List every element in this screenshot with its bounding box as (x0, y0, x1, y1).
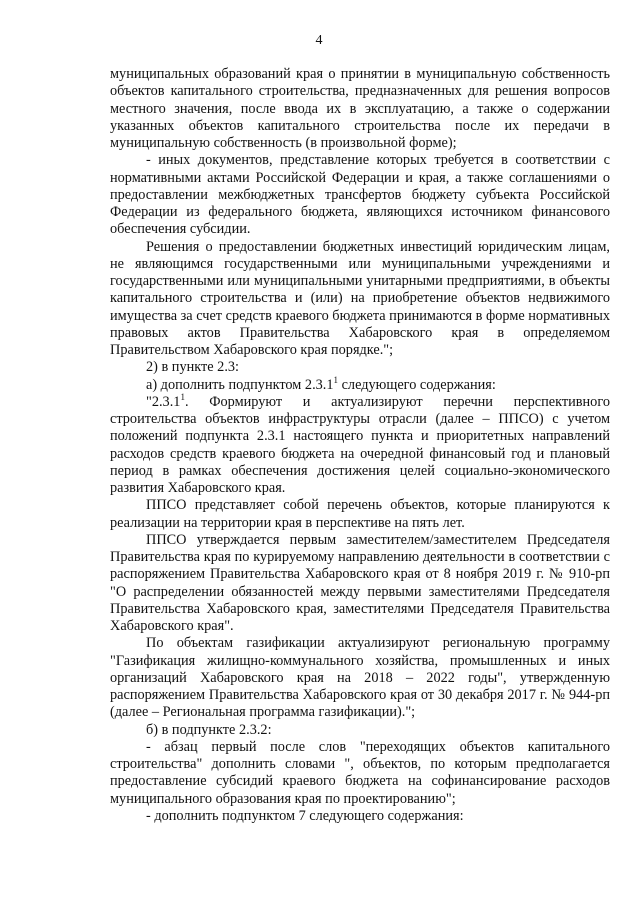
paragraph-item-b (110, 722, 610, 739)
text-run: ППСО утверждается первым заместителем/заместителем Председателя Правительства края по курируемому направлению деятельности в соответствии с распоряжением Правительства Хабаровского края от 8 ноября 2019 г. № 910-рп "О распределении обязанностей между первыми заместителями Председателя Правительства Хабаровского края, заместителями Председателя Правительства Хабаровского края". (110, 531, 610, 634)
text-run: б) в подпункте 2.3.2: (146, 721, 272, 738)
text-run: - абзац первый после слов "переходящих объектов капитального строительства" дополнить словами ", объектов, по которым предполагается предоставление субсидий краевого бюджета на софинансирование расходов муниципального образования края по проектированию"; (110, 738, 610, 807)
text-run: - иных документов, представление которых требуется в соответствии с нормативными актами Российской Федерации и края, а также соглашениями о предоставлении межбюджетных трансфертов бюджету субъекта Российской Федерации из федерального бюджета, являющихся источником финансового обеспечения субсидии. (110, 152, 610, 238)
superscript: 1 (180, 391, 185, 402)
paragraph-decisions (110, 239, 610, 360)
text-run: "2.3.1 (146, 393, 181, 410)
paragraph-cont (110, 66, 610, 152)
paragraph-ppso-approve (110, 532, 610, 636)
text-run: следующего содержания: (338, 376, 496, 393)
document-body (110, 66, 610, 825)
paragraph-gas (110, 635, 610, 721)
paragraph-add-7 (110, 808, 610, 825)
text-run: - дополнить подпунктом 7 следующего содержания: (146, 807, 464, 824)
paragraph-item-a (110, 374, 610, 394)
paragraph-other-docs (110, 152, 610, 238)
superscript: 1 (333, 374, 339, 385)
paragraph-ppso-list (110, 497, 610, 532)
page-number: 4 (315, 33, 323, 48)
text-run: . Формируют и актуализируют перечни перспективного строительства объектов инфраструктуры отрасли (далее – ППСО) с учетом положений подпункта 2.3.1 настоящего пункта и приоритетных направлений расходов средств краевого бюджета на очередной финансовый год и плановый период в рамках обеспечения достижения целей социально-экономического развития Хабаровского края. (110, 393, 610, 496)
text-run: а) дополнить подпунктом 2.3.1 (146, 376, 334, 393)
text-run: По объектам газификации актуализируют региональную программу "Газификация жилищно-коммунального хозяйства, промышленных и иных организаций Хабаровского края на 2018 – 2022 годы", утвержденную распоряжением Правительства Хабаровского края от 30 декабря 2017 г. № 944-рп (далее – Региональная программа газификации)."; (110, 635, 610, 721)
text-run: ППСО представляет собой перечень объектов, которые планируются к реализации на территории края в перспективе на пять лет. (110, 497, 610, 531)
paragraph-item-2 (110, 359, 610, 376)
text-run: муниципальных образований края о принятии в муниципальную собственность объектов капитального строительства, предназначенных для решения вопросов местного значения, после ввода их в эксплуатацию, а также о содержании указанных объектов капитального строительства после их передачи в муниципальную собственность (в произвольной форме); (110, 66, 610, 151)
text-run: Решения о предоставлении бюджетных инвестиций юридическим лицам, не являющимся государственными или муниципальными учреждениями и государственными или муниципальными унитарными предприятиями, в объекты капитального строительства и (или) на приобретение объектов недвижимого имущества за счет средств краевого бюджета принимаются в форме нормативных правовых актов Правительства Хабаровского края в определяемом Правительством Хабаровского края порядке."; (110, 238, 610, 358)
text-run: 2) в пункте 2.3: (146, 359, 240, 376)
paragraph-abzac (110, 739, 610, 808)
paragraph-2311 (110, 391, 610, 498)
